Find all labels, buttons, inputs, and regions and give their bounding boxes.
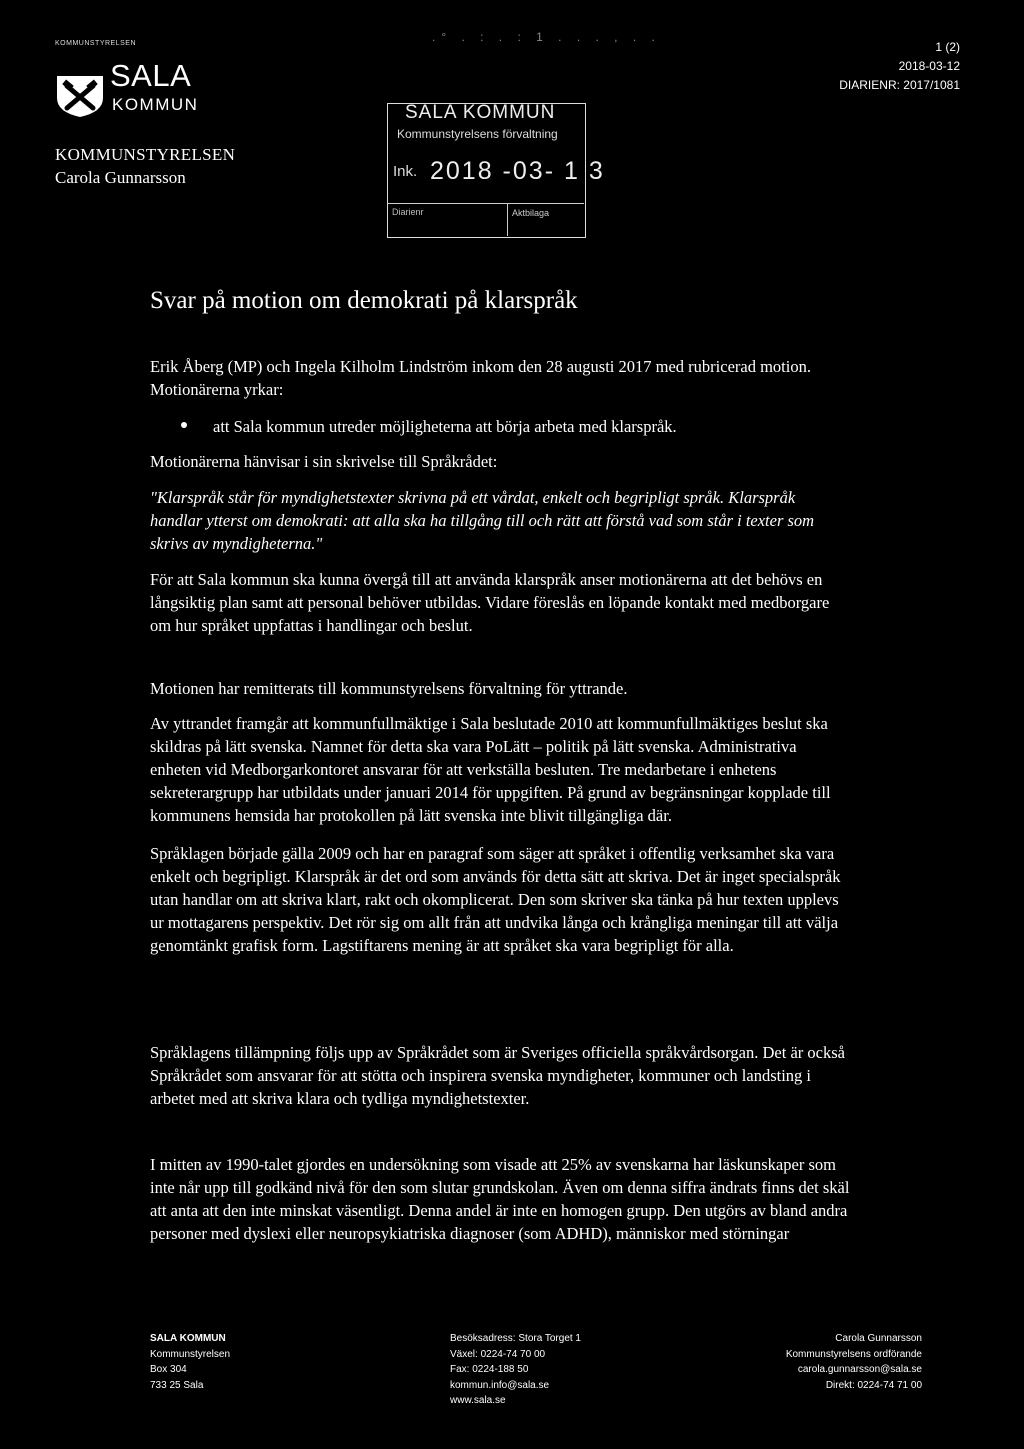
footer-postal: 733 25 Sala: [150, 1379, 204, 1391]
stamp-divider: [387, 203, 584, 204]
sala-shield-icon: [55, 74, 105, 118]
paragraph-remiss: Motionen har remitterats till kommunstyrelsens förvaltning för yttrande.: [150, 679, 628, 698]
stamp-diarienr-label: Diarienr: [392, 207, 424, 217]
paragraph-reference: Motionärerna hänvisar i sin skrivelse till Språkrådet:: [150, 452, 498, 471]
footer-org-unit: Kommunstyrelsen: [150, 1348, 231, 1360]
document-date: 2018-03-12: [898, 59, 960, 73]
stamp-aktbilaga-label: Aktbilaga: [512, 208, 550, 218]
paragraph-intro: Erik Åberg (MP) och Ingela Kilholm Lindström inkom den 28 augusti 2017 med rubricerad motion. Motionärerna yrkar:: [150, 357, 811, 399]
stamp-title: SALA KOMMUN: [405, 102, 556, 123]
logo-sub: KOMMUN: [112, 95, 199, 114]
footer-box: Box 304: [150, 1364, 187, 1375]
footer-web-link[interactable]: www.sala.se: [450, 1395, 506, 1406]
paragraph-yttrande: Av yttrandet framgår att kommunfullmäktige i Sala beslutade 2010 att kommunfullmäktiges beslut ska skildras på lätt svenska. Namnet för detta ska vara PoLätt – politik på lätt svenska. Administrativa enheten vid Medborgarkontoret ansvarar för att verkställa besluten. Tre medarbetare i enhetens sekreterargrupp har utbildats under januari 2014 för uppgiften. På grund av begränsningar kopplade till kommunens hemsida har protokollen på lätt svenska inte blivit tillgängliga där.: [150, 714, 831, 825]
stamp-ink-label: Ink.: [393, 163, 418, 180]
stamp-date: 2018 -03- 1 3: [430, 157, 605, 185]
footer-address: [150, 1331, 230, 1393]
footer-org-name: SALA KOMMUN: [150, 1333, 226, 1344]
document-title: Svar på motion om demokrati på klarspråk: [150, 287, 578, 314]
document-diarienr: DIARIENR: 2017/1081: [839, 78, 960, 92]
paragraph-undersokning: I mitten av 1990-talet gjordes en undersökning som visade att 25% av svenskarna har läskunskaper som inte når upp till godkänd nivå för den som slutar grundskolan. Även om denna siffra ändrats finns det skäl att anta att den inte minskat väsentligt. Denna andel är inte en homogen grupp. Den utgörs av bland andra personer med dyslexi eller neuropsykiatriska diagnoser (som ADHD), människor med störningar: [150, 1155, 850, 1243]
bullet-item: att Sala kommun utreder möjligheterna att börja arbeta med klarspråk.: [213, 417, 677, 436]
page-number: 1 (2): [935, 40, 960, 54]
logo-name: SALA: [110, 58, 192, 93]
footer-contact: [450, 1331, 581, 1409]
footer-signatory-phone: Direkt: 0224-74 71 00: [825, 1379, 922, 1391]
footer-signatory-name: Carola Gunnarsson: [835, 1333, 922, 1344]
footer-signatory: [786, 1331, 922, 1393]
paragraph-spraklagen: Språklagen började gälla 2009 och har en paragraf som säger att språket i offentlig verksamhet ska vara enkelt och begripligt. Klarspråk är det ord som används för detta sätt att skriva. Det är inget specialspråk utan handlar om att skriva klart, rakt och okomplicerat. Den som skriver ska tänka på hur texten upplevs ur mottagarens perspektiv. Det rör sig om allt från att undvika långa och krångliga meningar till att välja genomtänkt grafisk form. Lagstiftarens mening är att språket ska vara begripligt för alla.: [150, 844, 841, 955]
bullet-icon: [181, 422, 187, 428]
footer-signatory-email-link[interactable]: carola.gunnarsson@sala.se: [797, 1364, 922, 1375]
footer-email-link[interactable]: kommun.info@sala.se: [450, 1379, 550, 1391]
footer-signatory-role: Kommunstyrelsens ordförande: [785, 1348, 922, 1360]
footer-phone: Växel: 0224-74 70 00: [450, 1348, 546, 1360]
paragraph-sprakradet: Språklagens tillämpning följs upp av Språkrådet som är Sveriges officiella språkvårdsorgan. Det är också Språkrådet som ansvarar för att stötta och inspirera svenska myndigheter, kommuner och landsting i arbetet med att skriva klara och tydliga myndighetstexter.: [150, 1043, 845, 1108]
stamp-subtitle: Kommunstyrelsens förvaltning: [397, 127, 558, 141]
scan-noise-text: .° . : . : 1 . . . , . .: [432, 30, 661, 44]
footer-fax: Fax: 0224-188 50: [450, 1364, 529, 1375]
logo-small-text: KOMMUNSTYRELSEN: [55, 40, 137, 47]
department-name: KOMMUNSTYRELSEN: [55, 145, 236, 164]
footer-visit-address: Besöksadress: Stora Torget 1: [450, 1333, 581, 1344]
author-name: Carola Gunnarsson: [55, 168, 186, 187]
quote-block: "Klarspråk står för myndighetstexter skrivna på ett vårdat, enkelt och begripligt språk. Klarspråk handlar ytterst om demokrati: att alla ska ha tillgång till och rätt att förstå vad som står i texter som skrivs av myndigheterna.": [150, 488, 815, 553]
stamp-vertical-divider: [507, 204, 508, 236]
paragraph-plan: För att Sala kommun ska kunna övergå till att använda klarspråk anser motionärerna att det behövs en långsiktig plan samt att personal behöver utbildas. Vidare föreslås en löpande kontakt med medborgare om hur språket uppfattas i handlingar och beslut.: [150, 570, 830, 635]
